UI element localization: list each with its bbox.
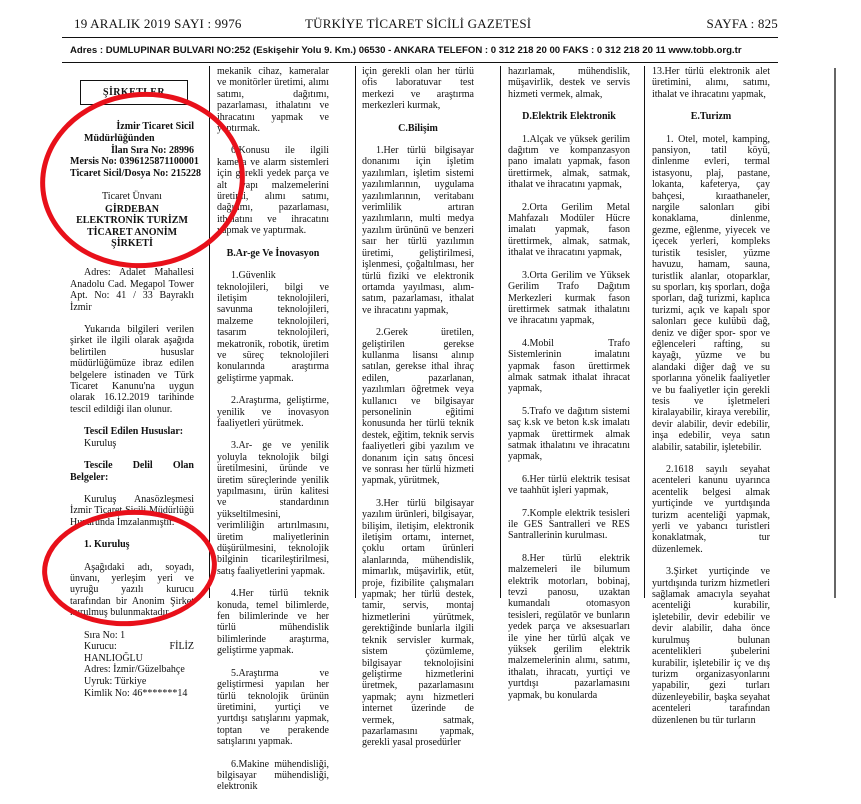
gazette-title: TÜRKİYE TİCARET SİCİLİ GAZETESİ	[305, 16, 532, 31]
page-number: SAYFA : 825	[706, 16, 778, 31]
page-edge	[834, 68, 836, 598]
paragraph: 2.1618 sayılı seyahat acenteleri kanunu uyarınca acentelik belgesi almak yurtiçinde ve yurtdışında turizm acenteliği yapmak, yerli ve yabancı turistleri konaklatmak, tur düzenlemek.	[652, 464, 770, 555]
company-address: Adres: Adalet Mahallesi Anadolu Cad. Megapol Tower Apt. No: 41 / 33 Bayraklı İzmir	[70, 267, 194, 313]
paragraph: için gerekli olan her türlü ofis laboratuvar test merkezi ve araştırma merkezleri kurmak,	[362, 66, 474, 112]
company-name: GİRDEBAN ELEKTRONİK TURİZM TİCARET ANONİM ŞİRKETİ	[76, 203, 188, 249]
paragraph: 3.Orta Gerilim ve Yüksek Gerilim Trafo Dağıtım Merkezleri kurmak fason ürettirmek satmak ithalatını ve ihracatını yapmak,	[508, 269, 630, 327]
registry-block	[70, 121, 202, 179]
paragraph: 6.Konusu ile ilgili kamera ve alarm sistemleri için gerekli yedek parça ve alt yapı malzemelerini üretimi, alımı satımı, dağıtımı, pazarlaması, ithalatını ve ihracatını yapmak ve yaptırmak.	[217, 145, 329, 237]
gazette-header	[62, 6, 778, 32]
subsection-heading: E.Turizm	[690, 111, 732, 123]
registry-line: Mersis No: 0396125871100001	[70, 156, 199, 168]
trade-name-label: Ticaret Ünvanı	[102, 191, 162, 203]
paragraph: 1. Otel, motel, kamping, pansiyon, tatil köyü, dinlenme evleri, termal istasyonu, plaj, pastane, lokanta, kafeterya, çay bahçesi, kıraathaneler, nargile salonları gibi konaklama, dinlenme, gezme, eğlenme, yiyecek ve içecek yerleri, kompleks turistik tesisler, yüzme havuzu, hamam, sauna, turistlik alanlar, otoparklar, su sporları, kış sporları, doğa sporları, dağ turizmi, kaplıca turizmi, açık ve kapalı spor salonları gece kulübü dağ, deniz ve diğer spor- spor ve eğlenceleri rafting, su kayağı, yüzme ve bu alandaki diğer dağ ve su sporlarına yönelik faaliyetler ve bu faaliyetler için gerekli tesis ve işletmeleri kiralayabilir, kiraya verebilir, devir alabilir, devir edebilir, inşa edebilir, veya satın alabilir, satabilir, işletebilir.	[652, 133, 770, 453]
column-5	[652, 66, 770, 737]
column-divider	[500, 66, 501, 598]
paragraph: 1.Her türlü bilgisayar donanımı için işletim yazılımları, işletim sistemi yazılımlarının, uygulama yazılımlarının, veritabanı verimlilik artıran yazılımların, multi medya yazılım ürününü ve benzeri saır her türlü yazılımın üretimi, geliştirilmesi, işlenmesi, çoğaltılması, her türlü fiziki ve elektronik ortamda yayılması, alım- satım, pazarlaması, ithalat ve ihracatını yapmak,	[362, 145, 474, 316]
founder-line: Kurucu: FİLİZ HANLIOĞLU	[84, 641, 194, 664]
paragraph: 8.Her türlü elektrik malzemeleri ile bilumum elektrik motorları, bobinaj, tevzi panosu, uzaktan kumandalı otomasyon tesisleri, regülatör ve bunların yedek parça ve aksesuarları ile yine her türlü alçak ve yüksek gerilim elektrik malzemelerinin alımı, satımı, ithalatı, ihracatı, yurtiçi ve yurtdışı pazarlamasını yapmak, bu konularda	[508, 552, 630, 701]
registry-line: Müdürlüğünden	[84, 133, 155, 144]
column-4	[508, 66, 630, 712]
paragraph: 1.Alçak ve yüksek gerilim dağıtım ve kompanzasyon pano imalatı yapmak, fason ürettirmek, almak, satmak, ithalat ve ihracatını yapmak,	[508, 133, 630, 191]
delil-value: Kuruluş Anasözleşmesi İzmir Ticaret Sicili Müdürlüğü Huzurunda İmzalanmıştır.	[70, 493, 194, 528]
column-divider	[355, 66, 356, 598]
kurulus-text: Aşağıdaki adı, soyadı, ünvanı, yerleşim yeri ve uyruğu yazılı kurucu tarafından bir Anonim Şirket kurulmuş bulunmaktadır.	[70, 561, 194, 619]
intro-paragraph: Yukarıda bilgileri verilen şirket ile ilgili olarak aşağıda belirtilen hususlar müdürlüğümüze ibraz edilen belgelere istinaden ve Türk Ticaret Kanunu'na uygun olarak 16.12.2019 tarihinde tescil edildiği ilan olunur.	[70, 324, 194, 415]
paragraph: 3.Ar- ge ve yenilik yoluyla teknolojik bilgi üretilmesini, üründe ve üretim süreçlerinde yenilik yapılmasını, ürün kalitesi ve standardının yükseltilmesini, verimliliğin artırılmasını, üretim maliyetlerinin düşürülmesini, teknolojik bilginin ticarileştirilmesi, satış faaliyetlerini yapmak.	[217, 440, 329, 577]
address-rule	[62, 62, 778, 63]
paragraph: 2.Araştırma, geliştirme, yenilik ve inovasyon faaliyetleri yürütmek.	[217, 395, 329, 429]
column-divider	[644, 66, 645, 598]
paragraph: 13.Her türlü elektronik alet üretimini, alımı, satımı, ithalat ve ihracatını yapmak,	[652, 66, 770, 100]
paragraph: 4.Her türlü teknik konuda, temel bilimlerde, fen bilimlerinde ve her türlü mühendislik bilimlerinde araştırma, geliştirme yapmak.	[217, 588, 329, 657]
founder-line: Uyruk: Türkiye	[84, 675, 147, 687]
subsection-heading: D.Elektrik Elektronik	[522, 111, 616, 123]
section-title: ŞİRKETLER	[80, 80, 188, 105]
founder-line: Adres: İzmir/Güzelbahçe	[84, 664, 185, 676]
header-rule	[62, 37, 778, 38]
paragraph: 6.Makine mühendisliği, bilgisayar mühendisliği, elektronik	[217, 758, 329, 793]
subsection-heading: B.Ar-ge Ve İnovasyon	[226, 247, 320, 259]
paragraph: 6.Her türlü elektrik tesisat ve taahhüt işleri yapmak,	[508, 473, 630, 497]
founder-line: Sıra No: 1	[84, 629, 126, 641]
paragraph: 5.Trafo ve dağıtım sistemi saç k.sk ve beton k.sk imalatı yapmak ürettirmek almak satmak ithalatını ve ihracatını yapmak,	[508, 405, 630, 463]
column-1	[70, 66, 202, 699]
paragraph: mekanik cihaz, kameralar ve monitörler üretimi, alımı satımı, dağıtımı, pazarlaması, ithalatını ve ihracatını yapmak ve yaptırmak.	[217, 66, 329, 135]
column-2	[217, 66, 329, 804]
registry-line: İzmir Ticaret Sicil	[116, 121, 194, 133]
paragraph: 1.Güvenlik teknolojileri, bilgi ve iletişim teknolojileri, savunma teknolojileri, malzeme teknolojileri, tasarım teknolojileri, mekatronik, robotik, üretim ve süreç teknolojileri konularında araştırma geliştirme yapmak.	[217, 270, 329, 384]
paragraph: 5.Araştırma ve geliştirmesi yapılan her türlü teknolojik ürünün üretimini, yurtiçi ve yurtdışı satışlarını yapmak, toptan ve perakende satışlarını yapmak.	[217, 667, 329, 748]
founder-line: Kimlik No: 46*******14	[84, 687, 188, 699]
paragraph: 3.Her türlü bilgisayar yazılım ürünleri, bilgisayar, bilişim, iletişim, elektronik iletişim ortamı, internet, çoklu ortam ürünleri alanlarında, mühendislik, mimarlık, müşavirlik, etüt, proje, fizibilite çalışmaları yapmak; her türlü destek, tamir, servis, montaj hizmetlerini yürütmek, gerektiğinde bunlarla ilgili teknik servisler kurmak, sistem çözümleme, bilgisayar teknolojisini geliştirme hizmetlerini üretmek, pazarlamasını yapmak; aynı hizmetleri internet üzerinde de vermek, satmak, pazarlamasını yapmak, gerekli yasal prosedürler	[362, 497, 474, 749]
paragraph: 2.Gerek üretilen, geliştirilen gerekse kullanma lisansı alınıp satılan, gerekse ithal ihraç edilen, pazarlanan, yazılımları öğretmek veya kullanıcı ve bilgisayar personelinin eğitimi konusunda her türlü teknik destek, eğitim, teknik servis faaliyetleri gibi yazılım ve donanım için satış öncesi ve sonrası her türlü hizmeti yapmak, yürütmek,	[362, 327, 474, 487]
paragraph: 2.Orta Gerilim Metal Mahfazalı Modüler Hücre imalatı yapmak, fason ürettirmek, almak, satmak, ithalat ve ihracatını yapmak,	[508, 201, 630, 259]
paragraph: 7.Komple elektrik tesisleri ile GES Santralleri ve RES Santrallerinin kurulması.	[508, 507, 630, 542]
founder-block	[70, 630, 194, 700]
paragraph: hazırlamak, mühendislik, müşavirlik, destek ve servis hizmeti vermek, almak,	[508, 66, 630, 100]
kurulus-heading: 1. Kuruluş	[84, 539, 130, 551]
tescil-value: Kuruluş	[84, 437, 117, 449]
paragraph: 3.Şirket yurtiçinde ve yurtdışında turizm hizmetleri sağlamak amacıyla seyahat acenteliği kurabilir, işletebilir, devir edebilir ve devir alabilir, daha önce kurulmuş bulunan acentelikleri şubelerini kurabilir, işletebilir iç ve dış turizm organizasyonlarını yapabilir, gezi turları düzenleyebilir, başka seyahat acenteleri tarafından düzenlenen bu tür turların	[652, 566, 770, 726]
registry-line: İlan Sıra No: 28996	[110, 144, 194, 156]
delil-label: Tescile Delil Olan Belgeler:	[70, 460, 194, 483]
paragraph: 4.Mobil Trafo Sistemlerinin imalatını yapmak fason ürettirmek almak satmak ithalat ihracat yapmak,	[508, 337, 630, 395]
subsection-heading: C.Bilişim	[398, 122, 438, 134]
tescil-label: Tescil Edilen Hususlar:	[84, 426, 184, 438]
registry-line: Ticaret Sicil/Dosya No: 215228	[70, 167, 202, 179]
column-3	[362, 66, 474, 760]
issue-date: 19 ARALIK 2019 SAYI : 9976	[74, 16, 242, 31]
column-divider	[209, 66, 210, 598]
address-line: Adres : DUMLUPINAR BULVARI NO:252 (Eskişehir Yolu 9. Km.) 06530 - ANKARA TELEFON : 0 312 218 20 00 FAKS : 0 312 218 20 11 www.tobb.org.tr	[70, 45, 742, 56]
